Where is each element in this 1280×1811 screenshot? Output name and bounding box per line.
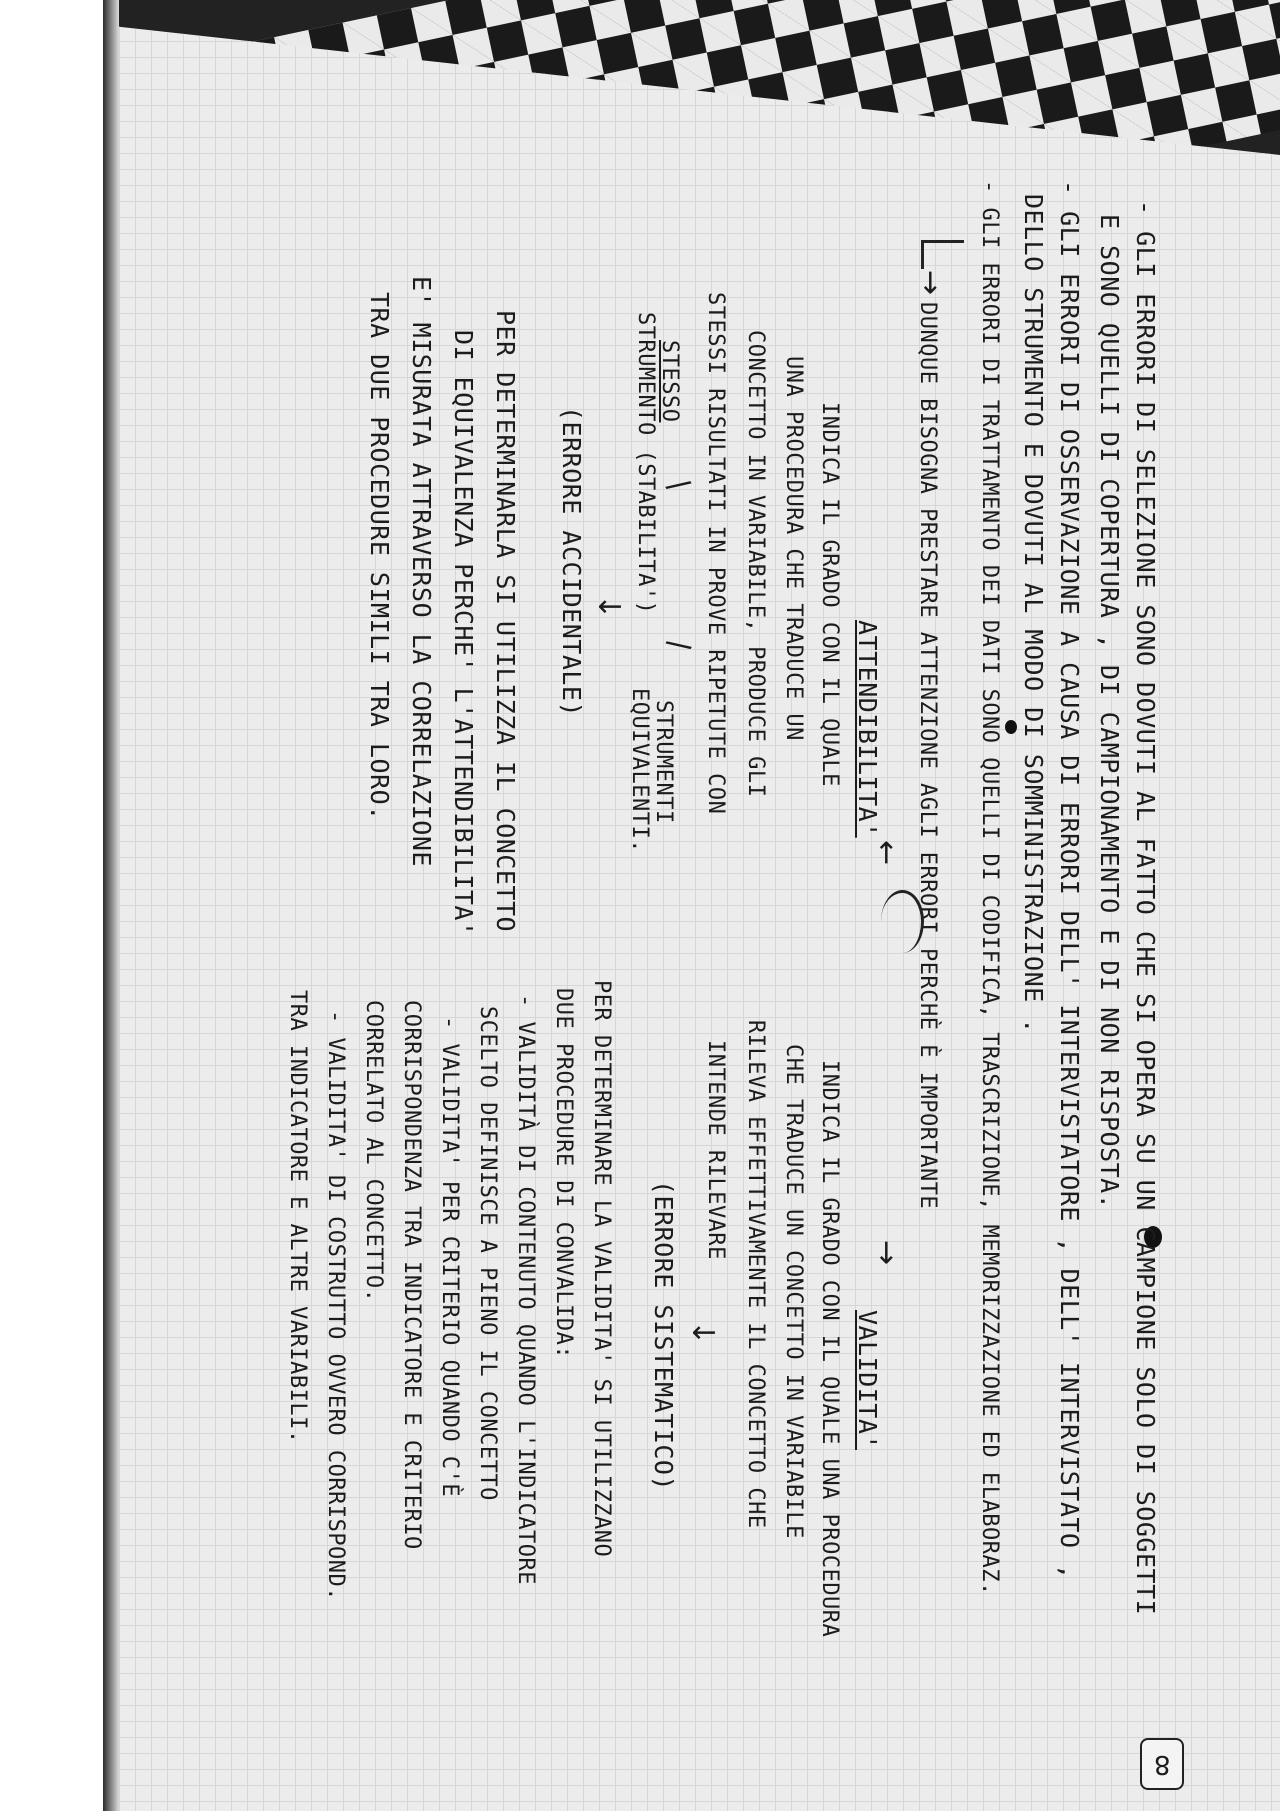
note-line: - GLI ERRORI DI TRATTAMENTO DEI DATI SONO QUELLI DI CODIFICA, TRASCRIZIONE, MEMORIZZAZIONE ED ELABORAZ. [977, 180, 1002, 1596]
attendibilita-measure-line: PER DETERMINARLA SI UTILIZZA IL CONCETTO [491, 310, 520, 933]
validita-measure-line: - VALIDITA' PER CRITERIO QUANDO C'È [437, 1016, 462, 1498]
attendibilita-error: (ERRORE ACCIDENTALE) [557, 406, 586, 718]
conclusion-line: DUNQUE BISOGNA PRESTARE ATTENZIONE AGLI ERRORI PERCHÈ È IMPORTANTE [915, 302, 940, 1210]
arrow-down-icon: ↓ [685, 1320, 720, 1346]
validita-error: (ERRORE SISTEMATICO) [649, 1180, 678, 1492]
validita-measure-line: - VALIDITA' DI COSTRUTTO OVVERO CORRISPOND. [323, 1010, 348, 1602]
validita-measure-line: SCELTO DEFINISCE A PIENO IL CONCETTO [475, 1006, 500, 1501]
curved-arrow [881, 890, 924, 953]
handwritten-notes [120, 180, 1200, 1800]
arrow-right-icon: → [869, 1240, 904, 1266]
stability-label: STRUMENTO (STABILITA') [633, 312, 658, 615]
attendibilita-def-line: CONCETTO IN VARIABILE, PRODUCE GLI [743, 330, 768, 798]
arrow-down-icon: ↓ [591, 594, 626, 620]
validita-measure-line: CORRELATO AL CONCETTO. [361, 1000, 386, 1303]
validita-heading: VALIDITA' [853, 1310, 882, 1450]
attendibilita-measure-line: DI EQUIVALENZA PERCHE' L'ATTENDIBILITA' [449, 330, 478, 937]
branch-line: \ [660, 631, 697, 659]
attendibilita-def-line: STESSI RISULTATI IN PROVE RIPETUTE CON [703, 292, 728, 815]
validita-measure-line: PER DETERMINARE LA VALIDITA' SI UTILIZZANO [589, 980, 614, 1558]
note-line: DELLO STRUMENTO E DOVUTI AL MODO DI SOMMINISTRAZIONE . [1019, 194, 1048, 1034]
validita-def-line: INTENDE RILEVARE [703, 1040, 728, 1260]
attendibilita-def-line: INDICA IL GRADO CON IL QUALE [817, 402, 842, 787]
note-line: - GLI ERRORI DI OSSERVAZIONE A CAUSA DI ERRORI DELL' INTERVISTATORE , DELL' INTERVISTATO , [1055, 180, 1084, 1580]
validita-measure-line: - VALIDITÀ DI CONTENUTO QUANDO L'INDICATORE [513, 994, 538, 1586]
validita-measure-line: CORRISPONDENZA TRA INDICATORE E CRITERIO [399, 1000, 424, 1550]
branch-line: / [660, 471, 697, 499]
equivalent-label: STRUMENTI [651, 700, 676, 824]
note-line: - GLI ERRORI DI SELEZIONE SONO DOVUTI AL FATTO CHE SI OPERA SU UN CAMPIONE SOLO DI SOGGETTI [1131, 200, 1160, 1616]
page-number: 8 [1140, 1738, 1184, 1790]
scan-margin [0, 0, 103, 1811]
page-edge [103, 0, 119, 1811]
attendibilita-measure-line: E' MISURATA ATTRAVERSO LA CORRELAZIONE [407, 276, 436, 867]
equivalent-label: EQUIVALENTI. [627, 688, 652, 853]
validita-measure-line: TRA INDICATORE E ALTRE VARIABILI. [285, 990, 310, 1444]
note-line: E SONO QUELLI DI COPERTURA , DI CAMPIONAMENTO E DI NON RISPOSTA. [1095, 214, 1124, 1210]
arrow-right-icon: → [913, 270, 948, 296]
stability-label: STESSO [657, 340, 682, 423]
attendibilita-heading: ATTENDIBILITA' [853, 620, 882, 838]
validita-def-line: RILEVA EFFETTIVAMENTE IL CONCETTO CHE [743, 1020, 768, 1529]
validita-def-line: INDICA IL GRADO CON IL QUALE UNA PROCEDURA [817, 1060, 842, 1638]
attendibilita-measure-line: TRA DUE PROCEDURE SIMILI TRA LORO. [365, 292, 394, 821]
arrow-left-icon: ← [869, 840, 904, 866]
validita-def-line: CHE TRADUCE UN CONCETTO IN VARIABILE [781, 1044, 806, 1539]
attendibilita-def-line: UNA PROCEDURA CHE TRADUCE UN [781, 356, 806, 741]
bracket-arrow [921, 240, 964, 269]
validita-measure-line: DUE PROCEDURE DI CONVALIDA: [551, 988, 576, 1360]
